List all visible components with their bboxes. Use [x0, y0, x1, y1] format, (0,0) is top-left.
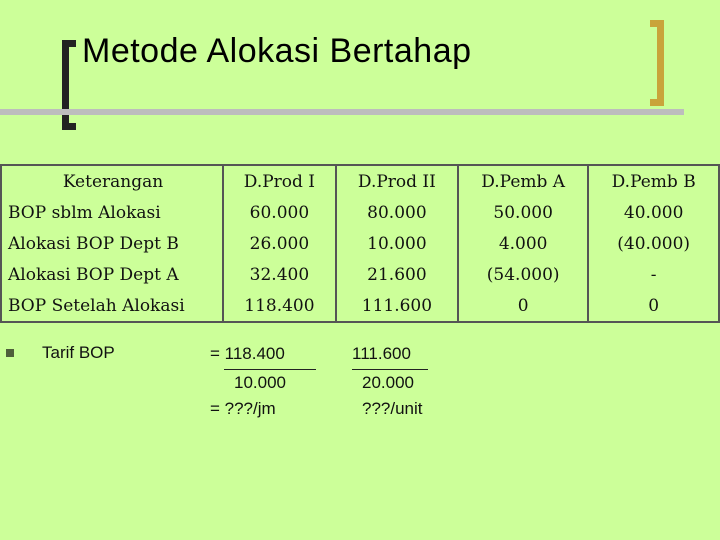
- fraction-bar: [352, 369, 428, 370]
- header-dpemba: D.Pemb A: [458, 165, 588, 197]
- header-dprod2: D.Prod II: [336, 165, 458, 197]
- header-keterangan: Keterangan: [1, 165, 223, 197]
- row-label: BOP sblm Alokasi: [1, 197, 223, 228]
- table-row: [1, 290, 719, 322]
- row-label: Alokasi BOP Dept A: [1, 259, 223, 290]
- row-label: BOP Setelah Alokasi: [1, 290, 223, 322]
- table-header-row: [1, 165, 719, 197]
- tarif-prod1-numerator: = 118.400: [210, 344, 285, 363]
- table-row: [1, 228, 719, 259]
- fraction-bar: [224, 369, 316, 370]
- cell-value: -: [588, 259, 719, 290]
- tarif-prod2-numerator: 111.600: [352, 344, 411, 363]
- cell-value: 118.400: [223, 290, 336, 322]
- allocation-table: [0, 164, 720, 323]
- title-divider: [0, 109, 684, 115]
- allocation-table-wrapper: [0, 164, 720, 323]
- bullet-square-icon: [6, 349, 14, 357]
- header-dprod1: D.Prod I: [223, 165, 336, 197]
- cell-value: (40.000): [588, 228, 719, 259]
- table-row: [1, 197, 719, 228]
- cell-value: 50.000: [458, 197, 588, 228]
- tarif-prod1-fraction: [210, 343, 316, 424]
- cell-value: 111.600: [336, 290, 458, 322]
- tarif-prod2-fraction: [352, 343, 428, 424]
- slide-title: Metode Alokasi Bertahap: [82, 32, 472, 70]
- table-row: [1, 259, 719, 290]
- tarif-prod2-result: ???/unit: [362, 399, 423, 418]
- cell-value: 10.000: [336, 228, 458, 259]
- cell-value: 32.400: [223, 259, 336, 290]
- tarif-prod2-denominator: 20.000: [362, 373, 414, 392]
- cell-value: 21.600: [336, 259, 458, 290]
- cell-value: 40.000: [588, 197, 719, 228]
- cell-value: 80.000: [336, 197, 458, 228]
- tarif-label: Tarif BOP: [42, 343, 115, 362]
- right-bracket-decoration: [650, 20, 664, 106]
- cell-value: 60.000: [223, 197, 336, 228]
- cell-value: 4.000: [458, 228, 588, 259]
- header-dpembb: D.Pemb B: [588, 165, 719, 197]
- row-label: Alokasi BOP Dept B: [1, 228, 223, 259]
- tarif-prod1-denominator: 10.000: [234, 373, 286, 392]
- left-bracket-decoration: [62, 40, 76, 130]
- cell-value: (54.000): [458, 259, 588, 290]
- cell-value: 26.000: [223, 228, 336, 259]
- tarif-prod1-result: = ???/jm: [210, 399, 276, 418]
- cell-value: 0: [588, 290, 719, 322]
- cell-value: 0: [458, 290, 588, 322]
